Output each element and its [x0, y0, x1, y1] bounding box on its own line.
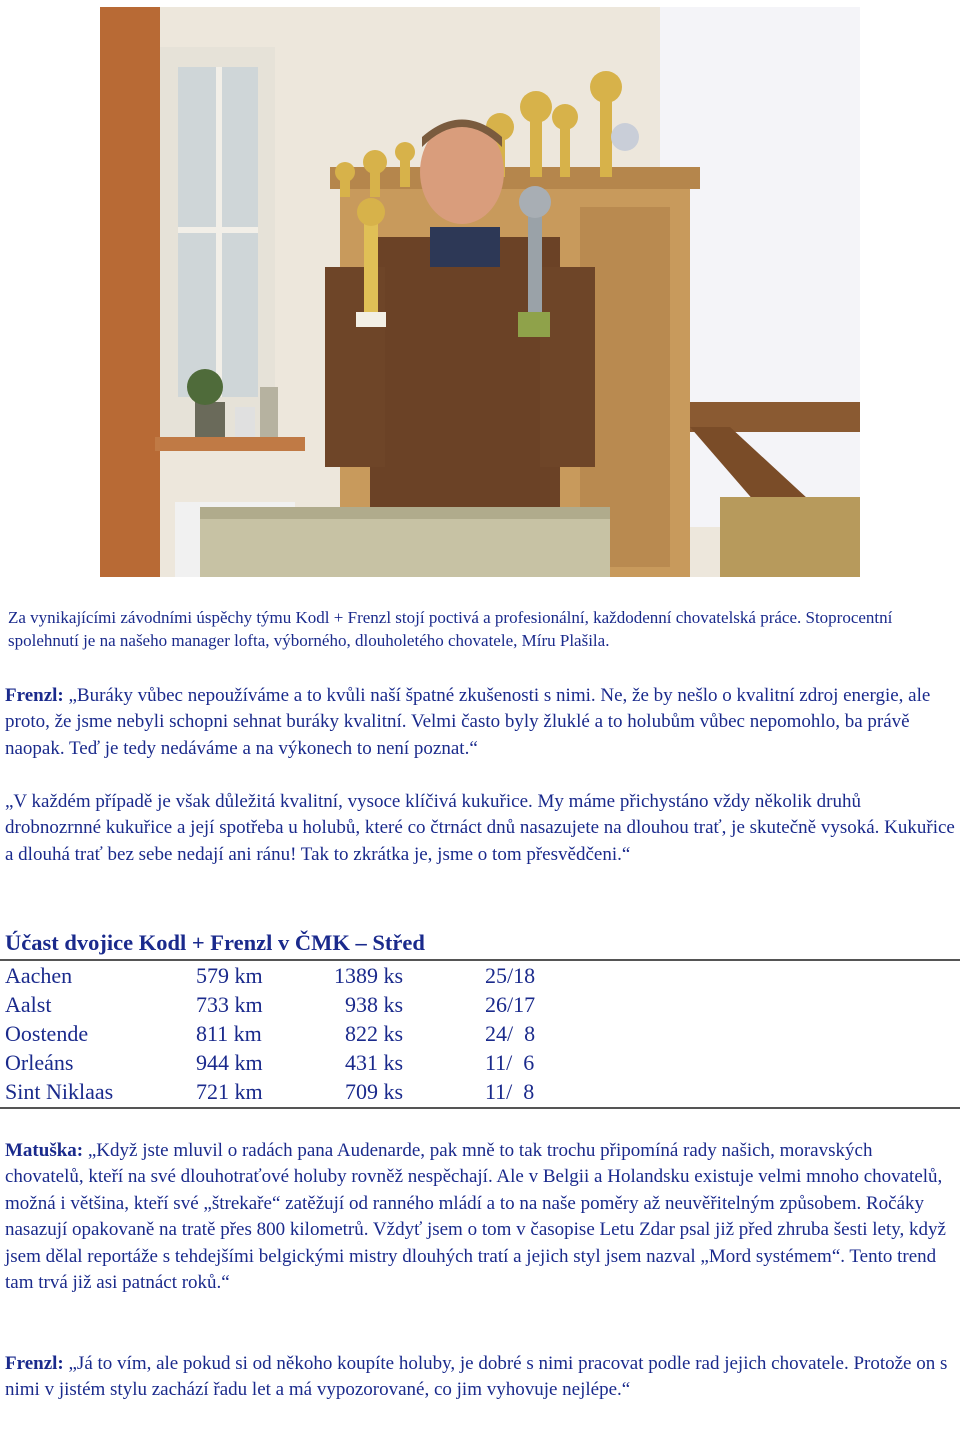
paragraph-text: „V každém případě je však důležitá kvalitní, vysoce klíčivá kukuřice. My máme přichystáno vždy několik druhů drobnozrnné kukuřice a její spotřeba u holubů, které co čtrnáct dnů nasazujete na dlouhou trať, je skutečně vysoká. Kukuřice a dlouhá trať bez sebe nedají ani ránu! Tak to zkrátka je, jsme o tom přesvědčeni.“: [5, 791, 955, 865]
speaker-label: Frenzl:: [5, 1353, 64, 1374]
cell-prizes: 26/17: [485, 992, 536, 1017]
frenzl-paragraph-2: [5, 1351, 955, 1404]
cell-count: 1389 ks: [333, 963, 403, 988]
paragraph-text: „Já to vím, ale pokud si od někoho koupíte holuby, je dobré s nimi pracovat podle rad jejich chovatele. Protože on s nimi v jistém stylu zachází řadu let a má vypozorované, co jim vyhovuje nejlépe.“: [5, 1353, 948, 1401]
cell-count: 431 ks: [344, 1050, 403, 1075]
cell-distance: 721 km: [196, 1079, 263, 1104]
cell-city: Sint Niklaas: [5, 1079, 114, 1104]
table-rule-top: [0, 959, 960, 961]
cell-prizes: 25/18: [485, 963, 536, 988]
paragraph-text: „Buráky vůbec nepoužíváme a to kvůli naší špatné zkušenosti s nimi. Ne, že by nešlo o kvalitní zdroj energie, ale proto, že jsme nebyli schopni sehnat buráky kvalitní. Velmi často byly žluklé a to holubům vůbec nepomohlo, ba právě naopak. Teď je tedy nedáváme a na výkonech to není poznat.“: [5, 685, 931, 759]
cell-distance: 944 km: [196, 1050, 263, 1075]
cell-city: Oostende: [5, 1021, 89, 1046]
speaker-label: Matuška:: [5, 1140, 84, 1161]
cell-count: 709 ks: [344, 1079, 403, 1104]
cell-city: Aachen: [5, 963, 73, 988]
speaker-label: Frenzl:: [5, 685, 64, 706]
table-rule-bottom: [0, 1107, 960, 1109]
cell-distance: 733 km: [196, 992, 263, 1017]
cell-prizes: 11/ 6: [485, 1050, 535, 1075]
cell-distance: 579 km: [196, 963, 263, 988]
cell-count: 938 ks: [344, 992, 403, 1017]
trophy-photo: [100, 7, 860, 577]
matuska-paragraph: [5, 1138, 955, 1296]
table-title: Účast dvojice Kodl + Frenzl v ČMK – Střed: [5, 930, 425, 955]
frenzl-paragraph-1b: [5, 789, 955, 868]
paragraph-text: „Když jste mluvil o radách pana Audenarde, pak mně to tak trochu připomíná rady našich, moravských chovatelů, kteří na své dlouhotraťové holuby rovněž nespěchají. Ale v Belgii a Holandsku existuje velmi mnoho chovatelů, možná i většina, kteří své „štrekaře“ zatěžují od ranného mládí a to na naše poměry až neuvěřitelným způsobem. Ročáky nasazují opakovaně na tratě přes 800 kilometrů. Vždyť jsem o tom v časopise Letu Zdar psal již před zhruba šesti lety, když jsem dělal reportáže s tehdejšími belgickými mistry dlouhých tratí a jejich styl jsem nazval „Mord systémem“. Tento trend tam trvá již asi patnáct roků.“: [5, 1140, 946, 1294]
cell-prizes: 11/ 8: [485, 1079, 535, 1104]
cell-distance: 811 km: [196, 1021, 262, 1046]
frenzl-paragraph-1: [5, 683, 955, 762]
cell-count: 822 ks: [344, 1021, 403, 1046]
cell-city: Aalst: [5, 992, 52, 1017]
cell-city: Orleáns: [5, 1050, 74, 1075]
photo-caption: Za vynikajícími závodními úspěchy týmu Kodl + Frenzl stojí poctivá a profesionální, každodenní chovatelská práce. Stoprocentní spolehnutí je na našeho manager lofta, výborného, dlouholetého chovatele, Míru Plašila.: [8, 608, 893, 650]
cell-prizes: 24/ 8: [485, 1021, 536, 1046]
